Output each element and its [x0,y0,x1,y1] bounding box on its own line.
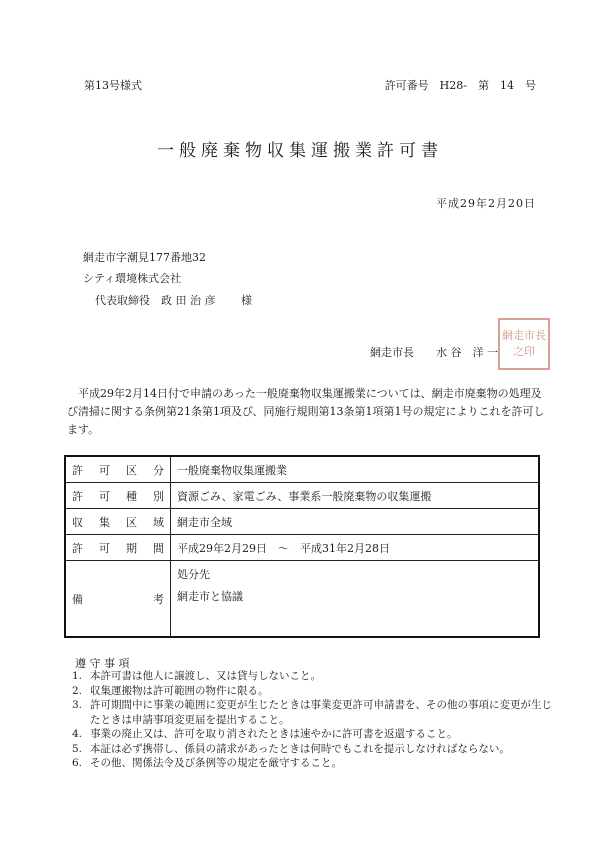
list-item: 5. 本証は必ず携帯し、係員の請求があったときは何時でもこれを提示しなければならない。 [72,742,510,755]
table-row [65,456,539,483]
row-label: 許 可 期 間 [65,535,171,561]
recipient-address: 網走市字潮見177番地32 [83,251,206,264]
recipient-company: シティ環境株式会社 [83,272,182,285]
permit-type-value: 資源ごみ、家電ごみ、事業系一般廃棄物の収集運搬 [171,483,540,509]
list-item: 3. 許可期間中に事業の範囲に変更が生じたときは事業変更許可申請書を、その他の事項に変更が生じたときは申請事項変更届を提出すること。 [72,699,552,726]
row-label: 許 可 種 別 [65,483,171,509]
list-item: 6. その他、関係法令及び条例等の規定を厳守すること。 [72,757,342,769]
form-number: 第13号様式 [84,79,142,92]
collection-area-value: 網走市全域 [171,509,540,535]
permit-details-table [64,455,540,638]
list-item: 2. 収集運搬物は許可範囲の物件に限る。 [72,684,269,697]
remarks-value [171,561,540,638]
list-item: 1. 本許可書は他人に譲渡し、又は貸与しないこと。 [72,670,321,682]
permit-statement: 平成29年2月14日付で申請のあった一般廃棄物収集運搬業については、網走市廃棄物の処理及び清掃に関する条例第21条第1項及び、同施行規則第13条第1項第1号の規定によりこれを許可します。 [67,387,545,436]
table-row [65,535,539,561]
table-row [65,509,539,535]
permit-number: 許可番号 H28- 第 14 号 [384,79,536,92]
remarks-line: 処分先 [177,568,210,581]
row-label: 許 可 区 分 [65,456,171,483]
table-row [65,483,539,509]
issuer-name: 網走市長 水 谷 洋 一 [370,346,498,359]
issue-date: 平成29年2月20日 [436,197,536,210]
list-item: 4. 事業の廃止又は、許可を取り消されたときは速やかに許可書を返還すること。 [72,728,458,740]
recipient-representative: 代表取締役 政 田 治 彦 様 [95,294,252,307]
compliance-title: 遵 守 事 項 [75,657,130,670]
row-label: 備 考 [65,561,171,638]
permit-category-value: 一般廃棄物収集運搬業 [171,456,540,483]
table-row [65,561,539,638]
permit-period-value: 平成29年2月29日 ～ 平成31年2月28日 [171,535,540,561]
compliance-list [72,669,552,771]
remarks-line: 網走市と協議 [177,590,243,603]
official-seal-stamp: 網走市長之印 [498,318,550,370]
row-label: 収 集 区 域 [65,509,171,535]
document-title: 一般廃棄物収集運搬業許可書 [157,141,443,161]
